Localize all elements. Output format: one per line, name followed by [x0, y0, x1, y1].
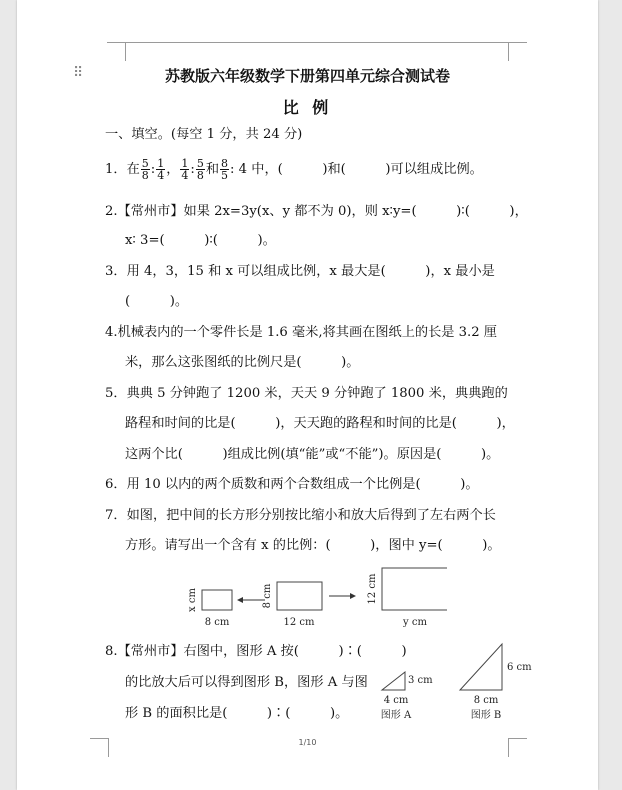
small-rectangle: [202, 590, 232, 610]
small-rect-bottom-label: 8 cm: [204, 617, 230, 628]
triangle-a-name: 图形 A: [380, 710, 412, 721]
triangle-a-base-label: 4 cm: [383, 695, 409, 706]
triangle-b-base-label: 8 cm: [473, 695, 499, 706]
question-3-line-2: ( )。: [125, 294, 189, 309]
rectangles-figure: [177, 562, 447, 634]
fraction: $\frac{5}{8}$: [141, 157, 149, 182]
triangle-b-height-label: 6 cm: [507, 662, 532, 673]
large-rect-side-label: 12 cm: [367, 573, 378, 605]
triangles-figure: [372, 640, 542, 725]
question-5-line-1: 5．典典 5 分钟跑了 1200 米，天天 9 分钟跑了 1800 米，典典跑的: [105, 386, 508, 401]
question-5-line-3: 这两个比( )组成比例(填“能”或“不能”)。原因是( )。: [125, 447, 500, 462]
question-5-line-2: 路程和时间的比是( )，天天跑的路程和时间的比是( )，: [125, 416, 515, 431]
crop-mark-top-right: [508, 42, 527, 61]
fraction: $\frac{5}{8}$: [196, 157, 204, 182]
fraction: $\frac{8}{5}$: [221, 157, 229, 182]
question-8-line-1: 8.【常州市】右图中，图形 A 按( )∶( ): [105, 644, 407, 659]
question-1: 1．在 $\frac{5}{8}$ : $\frac{1}{4}$ ， $\frac{1}{4}$ : $\frac{5}{8}$ 和 $\frac{8}{5}$ : 4 中，( )和( )可以组成比例。: [105, 157, 483, 182]
question-2-line-2: x∶ 3=( )∶( )。: [125, 233, 276, 248]
question-8-line-2: 的比放大后可以得到图形 B，图形 A 与图: [125, 675, 368, 690]
document-page: [17, 0, 598, 790]
question-8-line-3: 形 B 的面积比是( )∶( )。: [125, 706, 349, 721]
question-4-line-1: 4.机械表内的一个零件长是 1.6 毫米,将其画在图纸上的长是 3.2 厘: [105, 325, 497, 340]
middle-rect-side-label: 8 cm: [262, 583, 273, 609]
large-rectangle: [382, 568, 447, 610]
fraction: $\frac{1}{4}$: [157, 157, 165, 182]
large-rect-bottom-label: y cm: [403, 617, 427, 628]
fraction: $\frac{1}{4}$: [181, 157, 189, 182]
page-title: 苏教版六年级数学下册第四单元综合测试卷: [164, 67, 450, 85]
triangle-a: [382, 672, 405, 690]
question-2-line-1: 2.【常州市】如果 2x=3y(x、y 都不为 0)，则 x∶y=( )∶( )，: [105, 204, 528, 219]
question-6: 6．用 10 以内的两个质数和两个合数组成一个比例是( )。: [105, 477, 479, 492]
triangle-b-name: 图形 B: [470, 710, 502, 721]
question-7-line-1: 7．如图，把中间的长方形分别按比缩小和放大后得到了左右两个长: [105, 508, 496, 523]
drag-handle-icon[interactable]: ⠿: [73, 65, 85, 81]
small-rect-side-label: x cm: [187, 588, 198, 612]
triangle-a-height-label: 3 cm: [408, 675, 433, 686]
question-3-line-1: 3．用 4，3，15 和 x 可以组成比例，x 最大是( )，x 最小是: [105, 264, 495, 279]
crop-mark-top-line: [125, 42, 508, 43]
question-7-line-2: 方形。请写出一个含有 x 的比例：( )，图中 y=( )。: [125, 538, 501, 553]
triangle-b: [460, 644, 502, 690]
crop-mark-top-left: [107, 42, 126, 61]
arrow-right-icon: [350, 593, 356, 599]
question-4-line-2: 米，那么这张图纸的比例尺是( )。: [125, 355, 360, 370]
section-heading: 一、填空。(每空 1 分，共 24 分): [105, 127, 303, 142]
page-number: 1/10: [298, 738, 317, 747]
middle-rect-bottom-label: 12 cm: [283, 617, 315, 628]
middle-rectangle: [277, 582, 322, 610]
page-subtitle: 比 例: [282, 98, 333, 117]
arrow-left-icon: [237, 597, 243, 603]
